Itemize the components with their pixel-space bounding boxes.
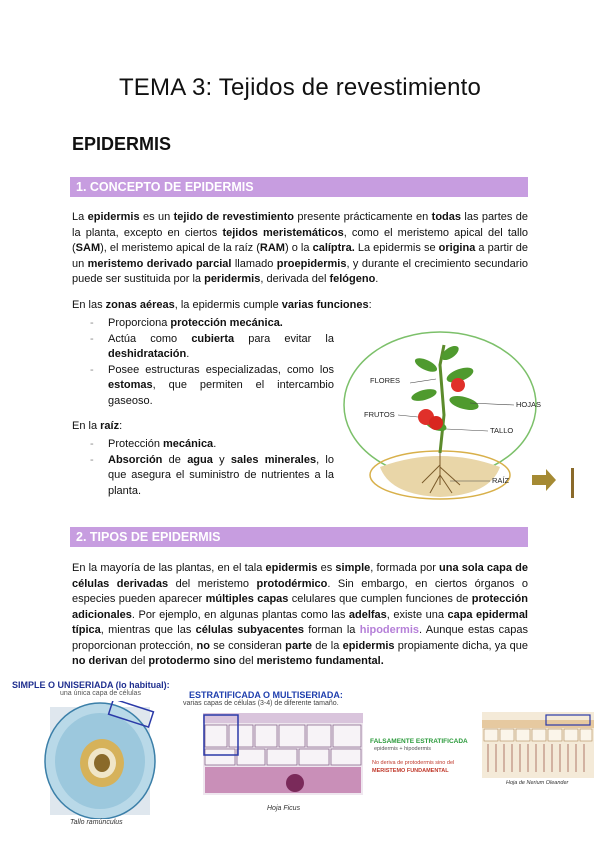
para1-segment: . [375, 273, 379, 285]
document-title: TEMA 3: Tejidos de revestimiento [118, 74, 482, 101]
para3-segment: se consideran [209, 639, 286, 652]
para3-segment: capa epidermal típica [72, 608, 528, 636]
para1-segment: llamado [231, 257, 277, 270]
para3-segment: meristemo fundamental. [256, 655, 384, 667]
list-item [72, 363, 334, 410]
para1-segment: proepidermis [276, 257, 347, 270]
label-fruits: FRUTOS [364, 410, 395, 419]
para3-segment: celulares que cumplen funciones de [288, 593, 472, 605]
paragraph-types [72, 561, 528, 670]
para1-segment: ), el meristemo apical de la raíz ( [100, 242, 260, 254]
para3-segment: epidermis [265, 562, 318, 574]
micrograph-simple-subtitle: una única capa de células [60, 690, 141, 697]
paragraph-aerial-intro [72, 298, 372, 314]
para3-segment: protodermo [148, 655, 211, 667]
micrograph-stratified-subtitle: varias capas de células (3-4) de diferente tamaño. [183, 700, 339, 707]
aerial_functions.1-segment: Actúa como [108, 332, 192, 345]
para1-segment: SAM [75, 242, 101, 254]
aerial_functions.1-segment: para evitar la [234, 332, 334, 345]
micrograph-false-note2: MERISTEMO FUNDAMENTAL [372, 768, 449, 774]
label-flowers: FLORES [370, 376, 401, 385]
para3-segment: parte [285, 639, 313, 652]
micrograph-false-note: No deriva de protodermis sino del [372, 760, 455, 766]
root_functions.1-segment: sales minerales [230, 453, 317, 466]
para1-segment: La [72, 211, 88, 223]
micrograph-simple-caption: Tallo ramúnculus [70, 819, 123, 826]
list-item [72, 332, 334, 363]
para1-segment: meristemo derivado parcial [87, 257, 232, 270]
para1-segment: felógeno [329, 273, 376, 285]
para3-segment: múltiples capas [205, 593, 289, 605]
para1-segment: las partes de la planta, excepto en ciertos [72, 211, 529, 239]
para2-segment: , la epidermis cumple [174, 299, 282, 311]
para1-segment: epidermis [87, 211, 140, 223]
stem-icon [440, 345, 444, 453]
para3-segment: de la [312, 639, 343, 652]
root_functions.1-segment: de [162, 453, 188, 466]
root_functions.1-segment: y [212, 453, 231, 466]
micrograph-false-title: FALSAMENTE ESTRATIFICADA [370, 738, 468, 745]
para3-segment: sino [213, 655, 236, 667]
para3-segment: forman la [303, 624, 360, 636]
micrograph-simple-image [12, 701, 187, 819]
root_label-segment: En la [72, 420, 101, 432]
section-banner-concept: 1. CONCEPTO DE EPIDERMIS [70, 177, 528, 197]
para1-segment: , y durante el crecimiento secundario puede ser sustituida por la [72, 257, 529, 285]
label-root: RAÍZ [492, 476, 510, 485]
aerial_functions.2-segment: Posee estructuras especializadas, como los [108, 363, 334, 376]
root-intro [72, 419, 122, 435]
para3-segment: . Por ejemplo, en algunas plantas como las [131, 608, 349, 621]
para3-segment: En la mayoría de las plantas, en el tala [72, 562, 266, 574]
para3-segment: es [317, 562, 336, 574]
aerial_functions.0-segment: Proporciona [108, 317, 171, 329]
para3-segment: hipodermis [359, 624, 420, 636]
aerial_functions.1-segment: cubierta [191, 332, 235, 345]
para3-segment: epidermis [342, 639, 395, 652]
para3-segment: del [235, 655, 257, 667]
para3-segment: no [196, 639, 210, 652]
para3-segment: protodérmico [256, 577, 328, 590]
para2-segment: En las [72, 299, 106, 311]
para1-segment: todas [431, 211, 462, 223]
para1-segment: presente prácticamente en [294, 211, 432, 223]
para1-segment: RAM [259, 242, 285, 254]
para1-segment: calíptra. [312, 242, 355, 254]
root_functions.0-segment: mecánica [163, 438, 214, 450]
para3-segment: propiamente dicha, ya que [394, 639, 528, 652]
para1-segment: origina [438, 242, 476, 254]
para1-segment: La epidermis se [354, 242, 439, 254]
micrograph-stratified-image [183, 711, 368, 799]
para3-segment: . Aunque estas capas proporcionan protección, [72, 624, 528, 652]
para2-segment: : [368, 299, 372, 311]
aerial_functions.2-segment: estomas [108, 379, 153, 391]
aerial_functions.0-segment: protección mecánica. [170, 317, 283, 329]
root_functions.1-segment: , lo que asegura el suministro de nutrientes a la planta. [108, 453, 334, 497]
root_label-segment: : [119, 420, 123, 432]
para1-segment: tejido de revestimiento [173, 211, 295, 223]
para1-segment: tejidos meristemáticos [222, 226, 344, 239]
aerial_functions.2-segment: , que permiten el intercambio gaseoso. [108, 379, 334, 407]
micrograph-stratified [183, 690, 368, 812]
para2-segment: varias funciones [281, 299, 369, 311]
para3-segment: una sola capa de células derivadas [72, 562, 528, 590]
list-item [72, 453, 334, 500]
para3-segment: del [127, 655, 149, 667]
section-heading: EPIDERMIS [72, 134, 172, 154]
para3-segment: , mientras que las [100, 624, 196, 636]
micrograph-simple [12, 680, 187, 826]
micrograph-false-subtitle: epidermis + hipodermis [374, 746, 432, 752]
list-item [72, 316, 334, 332]
arrow-icon [532, 469, 556, 491]
aerial_functions.1-segment: . [186, 348, 190, 360]
para3-segment: . Sin embargo, en ciertos órganos o especies pueden aparecer [72, 577, 528, 605]
para2-segment: zonas aéreas [105, 299, 175, 311]
aerial_functions.1-segment: deshidratación [108, 348, 187, 360]
paragraph-concept [72, 210, 528, 288]
para3-segment: protección adicionales [72, 593, 528, 621]
para1-segment: es un [139, 211, 174, 223]
para1-segment: , derivada del [260, 273, 330, 285]
label-stem: TALLO [490, 426, 514, 435]
para3-segment: células subyacentes [195, 624, 304, 636]
root-functions-list [72, 437, 334, 499]
aerial-functions-list [72, 316, 334, 409]
para3-segment: , formada por [370, 562, 440, 574]
para3-segment: no derivan [72, 655, 128, 667]
micrograph-false-caption: Hoja de Nerium Oleander [506, 780, 569, 786]
list-item [72, 437, 334, 453]
plant-illustration [340, 325, 600, 505]
para3-segment: del meristemo [168, 577, 257, 590]
para1-segment: ) o la [284, 242, 313, 254]
micrograph-stratified-title: ESTRATIFICADA O MULTISERIADA: [189, 690, 343, 700]
micrograph-stratified-caption: Hoja Ficus [267, 805, 301, 812]
section-banner-types: 2. TIPOS DE EPIDERMIS [70, 527, 528, 547]
root_functions.1-segment: agua [187, 453, 213, 466]
root_functions.1-segment: Absorción [108, 453, 163, 466]
bar-marker [571, 468, 574, 498]
para1-segment: a partir de un [72, 242, 529, 270]
micrograph-false-stratified [370, 712, 595, 790]
label-leaves: HOJAS [516, 400, 542, 409]
para3-segment: adelfas [348, 608, 387, 621]
root_label-segment: raíz [100, 420, 120, 432]
micrograph-simple-title: SIMPLE O UNISERIADA (lo habitual): [12, 680, 170, 690]
para1-segment: peridermis [204, 273, 261, 285]
para1-segment: , como el meristemo apical del tallo ( [72, 226, 529, 254]
micrograph-false-image [482, 712, 594, 778]
root_functions.0-segment: . [213, 438, 217, 450]
para3-segment: simple [335, 562, 371, 574]
para3-segment: , existe una [386, 608, 448, 621]
root_functions.0-segment: Protección [108, 438, 164, 450]
